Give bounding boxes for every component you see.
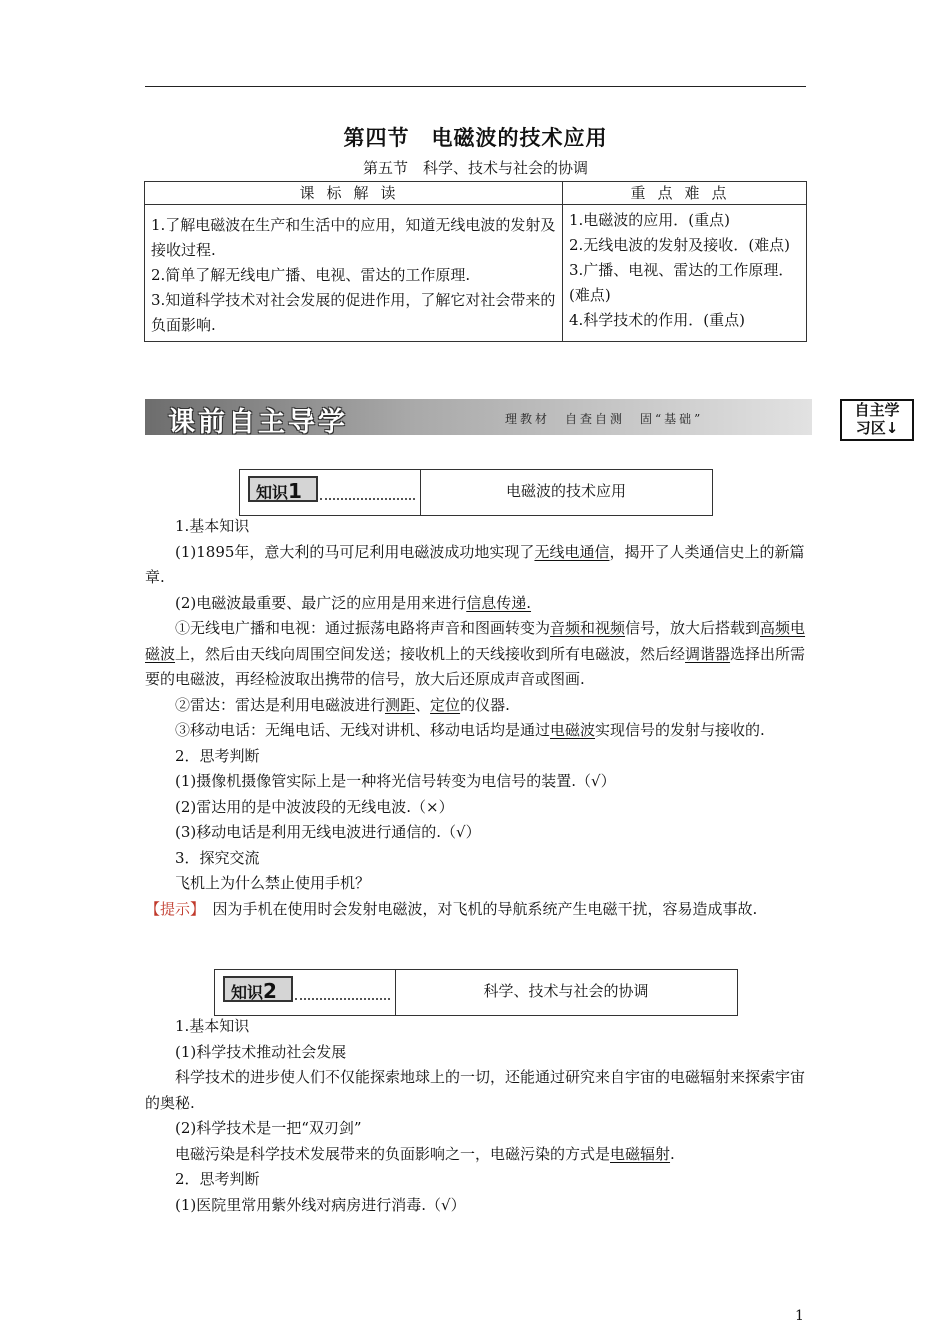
- question: 飞机上为什么禁止使用手机？: [175, 874, 371, 892]
- paragraph: 科学技术的进步使人们不仅能探索地球上的一切，还能通过研究来自宇宙的电磁辐射来探索宇宙的奥秘.: [145, 1068, 806, 1112]
- dotted-line: [320, 498, 415, 500]
- col2-header: 重点难点: [563, 182, 807, 205]
- knowledge1-title: 电磁波的技术应用: [505, 482, 626, 500]
- key-points-cell: [563, 205, 807, 342]
- knowledge1-tag-text: 知识: [256, 483, 289, 502]
- self-study-line1: 自主学: [854, 401, 900, 419]
- curriculum-item: 3.知道科学技术对社会发展的促进作用，了解它对社会带来的负面影响.: [151, 291, 556, 334]
- heading: 2．思考判断: [175, 1170, 260, 1188]
- key-point-item: 1.电磁波的应用．(重点): [569, 211, 731, 229]
- knowledge1-tag-num: 1: [288, 479, 302, 503]
- page-title: 第四节 电磁波的技术应用: [343, 126, 608, 150]
- judgement-item: (1)医院里常用紫外线对病房进行消毒.（√）: [175, 1195, 466, 1214]
- page-number: 1: [795, 1308, 804, 1324]
- curriculum-item: 2.简单了解无线电广播、电视、雷达的工作原理.: [151, 266, 471, 284]
- paragraph: ②雷达：雷达是利用电磁波进行测距、定位的仪器.: [175, 695, 510, 714]
- key-point-item: 2.无线电波的发射及接收．(难点): [569, 236, 791, 254]
- banner-title: 课前自主导学: [168, 407, 348, 438]
- knowledge1-tag: [248, 476, 318, 502]
- self-study-line2: 习区↓: [855, 419, 899, 437]
- heading: 1.基本知识: [175, 517, 250, 535]
- objectives-table: [144, 181, 807, 342]
- knowledge2-tag: [223, 976, 293, 1002]
- subheading: (1)科学技术推动社会发展: [175, 1042, 347, 1061]
- knowledge2-tag-num: 2: [263, 979, 277, 1003]
- banner-slogan: 理教材 自查自测 固“基础”: [505, 412, 704, 426]
- knowledge1-body: [145, 514, 806, 922]
- hint: 【提示】 因为手机在使用时会发射电磁波，对飞机的导航系统产生电磁干扰，容易造成事故.: [145, 899, 758, 918]
- self-study-box: [840, 399, 914, 441]
- heading: 1.基本知识: [175, 1017, 250, 1035]
- judgement-item: (2)雷达用的是中波波段的无线电波.（×）: [175, 797, 454, 816]
- knowledge2-header: [214, 969, 738, 1016]
- key-point-item: 4.科学技术的作用．(重点): [569, 311, 746, 329]
- knowledge2-tag-text: 知识: [231, 983, 264, 1002]
- paragraph: ①无线电广播和电视：通过振荡电路将声音和图画转变为音频和视频信号，放大后搭载到高频电磁波上，然后由天线向周围空间发送；接收机上的天线接收到所有电磁波，然后经调谐器选择出所需要的电磁波，再经检波取出携带的信号，放大后还原成声音或图画.: [145, 619, 806, 688]
- dotted-line: [295, 998, 390, 1000]
- judgement-item: (1)摄像机摄像管实际上是一种将光信号转变为电信号的装置.（√）: [175, 772, 616, 790]
- knowledge2-title: 科学、技术与社会的协调: [483, 982, 649, 1000]
- knowledge1-header: [239, 469, 713, 516]
- paragraph: ③移动电话：无绳电话、无线对讲机、移动电话均是通过电磁波实现信号的发射与接收的.: [175, 721, 765, 739]
- curriculum-cell: [145, 205, 563, 342]
- key-point-item: 3.广播、电视、雷达的工作原理．(难点): [569, 261, 794, 304]
- page-subtitle: 第五节 科学、技术与社会的协调: [362, 159, 588, 177]
- paragraph: (2)电磁波最重要、最广泛的应用是用来进行信息传递.: [175, 593, 532, 612]
- heading: 3．探究交流: [175, 848, 260, 867]
- curriculum-item: 1.了解电磁波在生产和生活中的应用，知道无线电波的发射及接收过程.: [151, 216, 556, 259]
- heading: 2．思考判断: [175, 746, 260, 765]
- knowledge2-body: [145, 1014, 806, 1218]
- judgement-item: (3)移动电话是利用无线电波进行通信的.（√）: [175, 823, 481, 841]
- paragraph: 电磁污染是科学技术发展带来的负面影响之一，电磁污染的方式是电磁辐射.: [175, 1144, 675, 1163]
- hint-label: 【提示】: [145, 899, 198, 918]
- header-rule: [145, 86, 806, 87]
- paragraph: (1)1895年，意大利的马可尼利用电磁波成功地实现了无线电通信，揭开了人类通信史上的新篇章.: [145, 542, 805, 586]
- col1-header: 课标解读: [145, 182, 563, 205]
- subheading: (2)科学技术是一把“双刃剑”: [175, 1119, 362, 1137]
